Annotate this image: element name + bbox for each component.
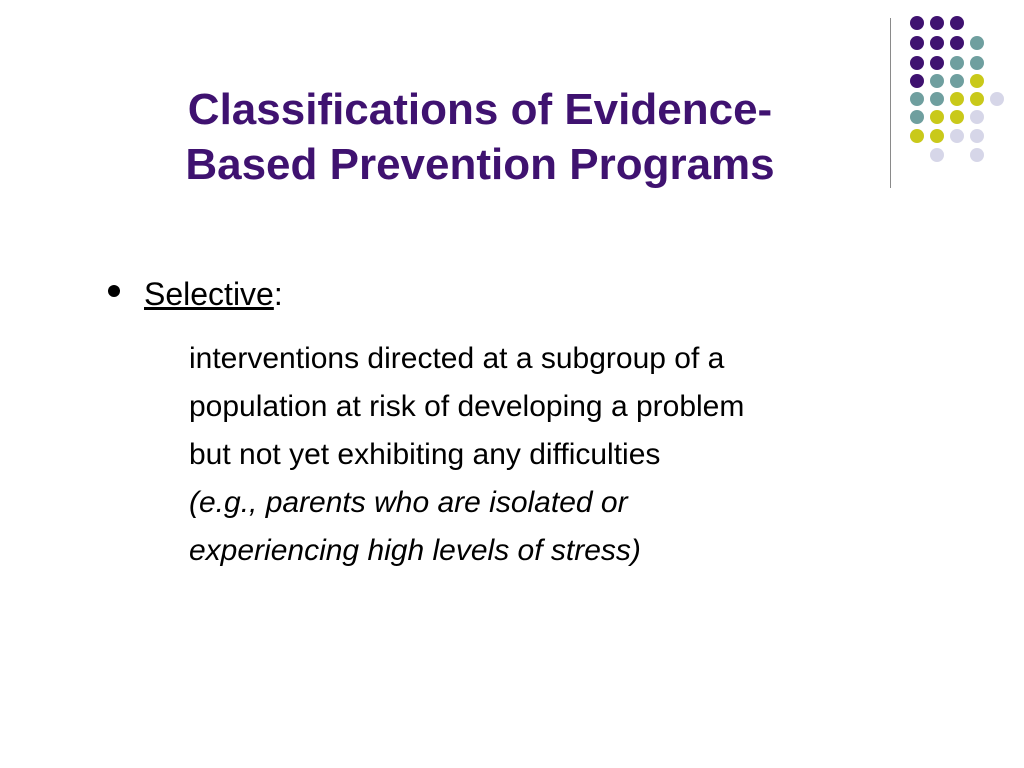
decor-dot <box>910 110 924 124</box>
decor-dot <box>970 110 984 124</box>
decor-dot <box>950 74 964 88</box>
decor-dot <box>970 74 984 88</box>
example-line: experiencing high levels of stress) <box>189 534 641 567</box>
bullet-description <box>189 335 949 575</box>
decor-dot <box>930 148 944 162</box>
description-line: interventions directed at a subgroup of a <box>189 342 725 375</box>
slide-title <box>110 82 850 192</box>
decor-dot <box>930 36 944 50</box>
decor-dot <box>950 36 964 50</box>
decor-dot <box>950 56 964 70</box>
title-line-1: Classifications of Evidence- <box>187 85 773 134</box>
decor-dot <box>950 110 964 124</box>
decor-dot <box>910 16 924 30</box>
decor-dot <box>970 92 984 106</box>
decor-dot <box>930 74 944 88</box>
decor-dot <box>930 92 944 106</box>
bullet-colon: : <box>273 276 283 312</box>
decor-dot <box>910 74 924 88</box>
description-line: but not yet exhibiting any difficulties <box>189 438 661 471</box>
decor-dot <box>930 16 944 30</box>
decor-dot <box>970 56 984 70</box>
title-line-2: Based Prevention Programs <box>185 140 775 189</box>
decor-dot <box>910 36 924 50</box>
decor-dot <box>950 129 964 143</box>
decor-dot <box>970 36 984 50</box>
decor-dot <box>970 148 984 162</box>
bullet-item <box>108 276 283 313</box>
decor-dot <box>930 110 944 124</box>
bullet-dot-icon <box>108 285 120 297</box>
example-line: (e.g., parents who are isolated or <box>189 486 628 519</box>
decor-dot <box>910 56 924 70</box>
decor-dot <box>910 129 924 143</box>
decor-dot <box>910 92 924 106</box>
description-line: population at risk of developing a problem <box>189 390 745 423</box>
divider-line <box>890 18 891 188</box>
decor-dot <box>950 16 964 30</box>
decor-dot <box>970 129 984 143</box>
decor-dot <box>930 56 944 70</box>
decor-dot <box>990 92 1004 106</box>
decor-dot <box>930 129 944 143</box>
decor-dot <box>950 92 964 106</box>
bullet-term: Selective <box>144 276 274 312</box>
